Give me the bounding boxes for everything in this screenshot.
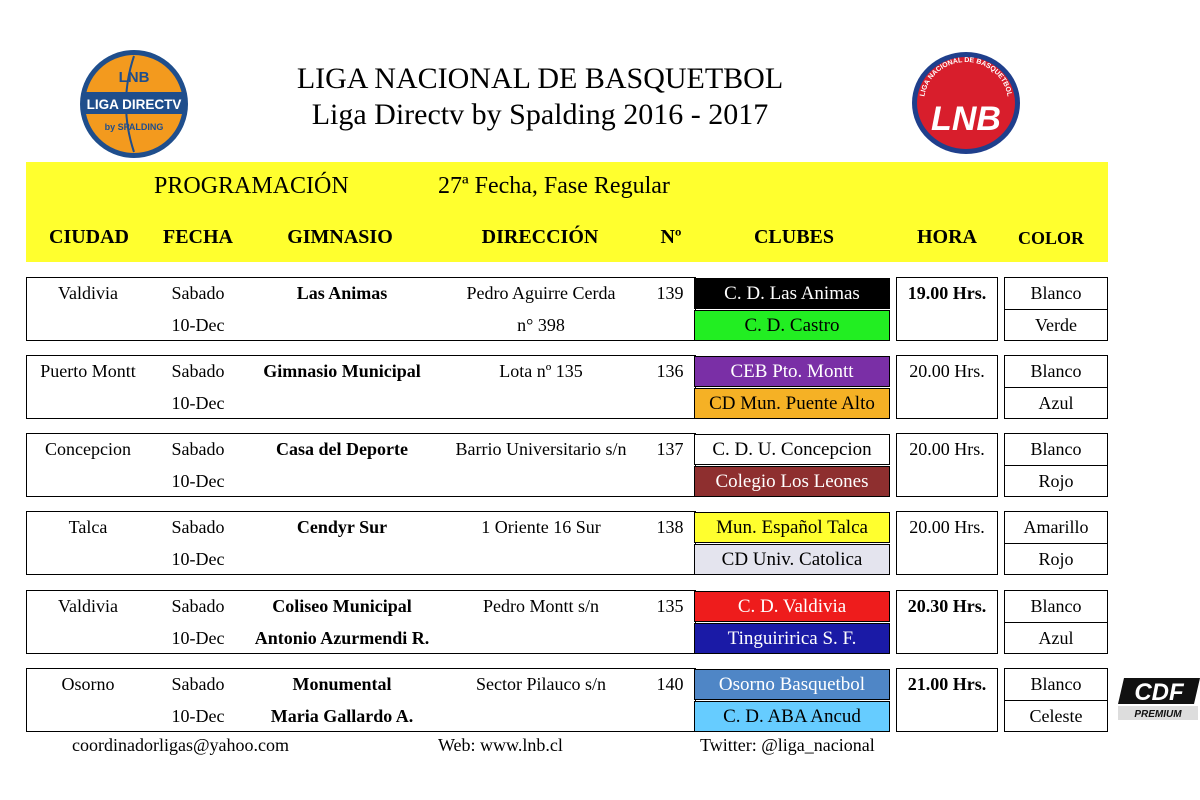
match-day: Sabado	[171, 674, 225, 694]
match-number: 140	[656, 674, 684, 694]
match-date: 10-Dec	[171, 471, 225, 491]
club-home: Mun. Español Talca	[694, 512, 890, 543]
club-away: C. D. Castro	[694, 310, 890, 341]
color-away: Verde	[1035, 315, 1077, 335]
col-header-direccion: DIRECCIÓN	[481, 226, 599, 248]
match-city: Puerto Montt	[40, 361, 136, 381]
match-address-line2: n° 398	[517, 315, 565, 335]
col-header-hora: HORA	[917, 226, 977, 248]
right-logo-main: LNB	[931, 100, 1001, 138]
page-title: LIGA NACIONAL DE BASQUETBOL	[296, 62, 784, 95]
color-away: Celeste	[1029, 706, 1083, 726]
club-away: Colegio Los Leones	[694, 466, 890, 497]
color-home: Blanco	[1030, 361, 1082, 381]
cdf-logo-main: CDF	[1134, 679, 1184, 706]
match-city: Osorno	[61, 674, 115, 694]
match-day: Sabado	[171, 283, 225, 303]
lnb-logo	[910, 50, 1022, 156]
match-number: 138	[656, 517, 684, 537]
liga-directv-logo	[78, 48, 190, 160]
col-header-fecha: FECHA	[163, 226, 233, 248]
color-away: Rojo	[1038, 471, 1074, 491]
left-logo-sub: by SPALDING	[104, 122, 164, 132]
match-address: Pedro Montt s/n	[482, 596, 599, 616]
col-header-clubes: CLUBES	[753, 226, 835, 248]
color-away: Azul	[1038, 393, 1074, 413]
match-address: 1 Oriente 16 Sur	[481, 517, 601, 537]
club-home: C. D. U. Concepcion	[694, 434, 890, 465]
match-day: Sabado	[171, 596, 225, 616]
color-home: Amarillo	[1023, 517, 1089, 537]
round-label: 27ª Fecha, Fase Regular	[438, 173, 670, 199]
color-away: Rojo	[1038, 549, 1074, 569]
match-city: Valdivia	[58, 596, 118, 616]
color-away: Azul	[1038, 628, 1074, 648]
match-venue: Gimnasio Municipal	[263, 361, 421, 381]
match-time: 21.00 Hrs.	[907, 674, 987, 694]
match-time: 20.30 Hrs.	[907, 596, 987, 616]
club-away: CD Mun. Puente Alto	[694, 388, 890, 419]
match-address: Pedro Aguirre Cerda	[466, 283, 616, 303]
match-venue: Casa del Deporte	[276, 439, 408, 459]
color-home: Blanco	[1030, 596, 1082, 616]
page-subtitle: Liga Directv by Spalding 2016 - 2017	[311, 98, 769, 131]
match-venue: Cendyr Sur	[296, 517, 388, 537]
footer-twitter[interactable]: Twitter: @liga_nacional	[700, 735, 875, 755]
match-time: 20.00 Hrs.	[909, 517, 985, 537]
match-venue-line2: Maria Gallardo A.	[270, 706, 414, 726]
match-city: Concepcion	[45, 439, 131, 459]
match-number: 139	[656, 283, 684, 303]
color-home: Blanco	[1030, 439, 1082, 459]
match-date: 10-Dec	[171, 549, 225, 569]
match-venue: Monumental	[292, 674, 392, 694]
cdf-premium-logo	[1112, 670, 1200, 726]
match-date: 10-Dec	[171, 393, 225, 413]
match-number: 135	[656, 596, 684, 616]
match-day: Sabado	[171, 361, 225, 381]
col-header-gimnasio: GIMNASIO	[287, 226, 393, 248]
club-home: Osorno Basquetbol	[694, 669, 890, 700]
left-logo-top: LNB	[118, 69, 150, 86]
match-number: 137	[656, 439, 684, 459]
right-logo-arc: LIGA NACIONAL DE BASQUETBOL	[919, 56, 1013, 98]
club-home: C. D. Las Animas	[694, 278, 890, 309]
color-home: Blanco	[1030, 283, 1082, 303]
col-header-ciudad: CIUDAD	[49, 226, 129, 248]
club-home: C. D. Valdivia	[694, 591, 890, 622]
match-venue: Coliseo Municipal	[272, 596, 412, 616]
match-time: 20.00 Hrs.	[909, 439, 985, 459]
match-address: Barrio Universitario s/n	[455, 439, 627, 459]
match-number: 136	[656, 361, 684, 381]
match-date: 10-Dec	[171, 628, 225, 648]
match-address: Lota nº 135	[499, 361, 583, 381]
left-logo-main: LIGA DIRECTV	[86, 97, 182, 112]
match-city: Valdivia	[58, 283, 118, 303]
match-address: Sector Pilauco s/n	[476, 674, 606, 694]
match-day: Sabado	[171, 517, 225, 537]
club-away: C. D. ABA Ancud	[694, 701, 890, 732]
match-venue-line2: Antonio Azurmendi R.	[254, 628, 430, 648]
match-date: 10-Dec	[171, 706, 225, 726]
match-day: Sabado	[171, 439, 225, 459]
club-away: CD Univ. Catolica	[694, 544, 890, 575]
footer-email[interactable]: coordinadorligas@yahoo.com	[72, 735, 290, 755]
match-date: 10-Dec	[171, 315, 225, 335]
match-venue: Las Animas	[296, 283, 388, 303]
club-away: Tinguiririca S. F.	[694, 623, 890, 654]
match-time: 19.00 Hrs.	[907, 283, 987, 303]
col-header-color: COLOR	[1017, 228, 1084, 248]
programacion-label: PROGRAMACIÓN	[154, 173, 349, 199]
match-city: Talca	[68, 517, 108, 537]
club-home: CEB Pto. Montt	[694, 356, 890, 387]
match-time: 20.00 Hrs.	[909, 361, 985, 381]
footer-web[interactable]: Web: www.lnb.cl	[438, 735, 563, 755]
col-header-numero: Nº	[660, 226, 682, 248]
cdf-logo-sub: PREMIUM	[1134, 709, 1182, 720]
color-home: Blanco	[1030, 674, 1082, 694]
